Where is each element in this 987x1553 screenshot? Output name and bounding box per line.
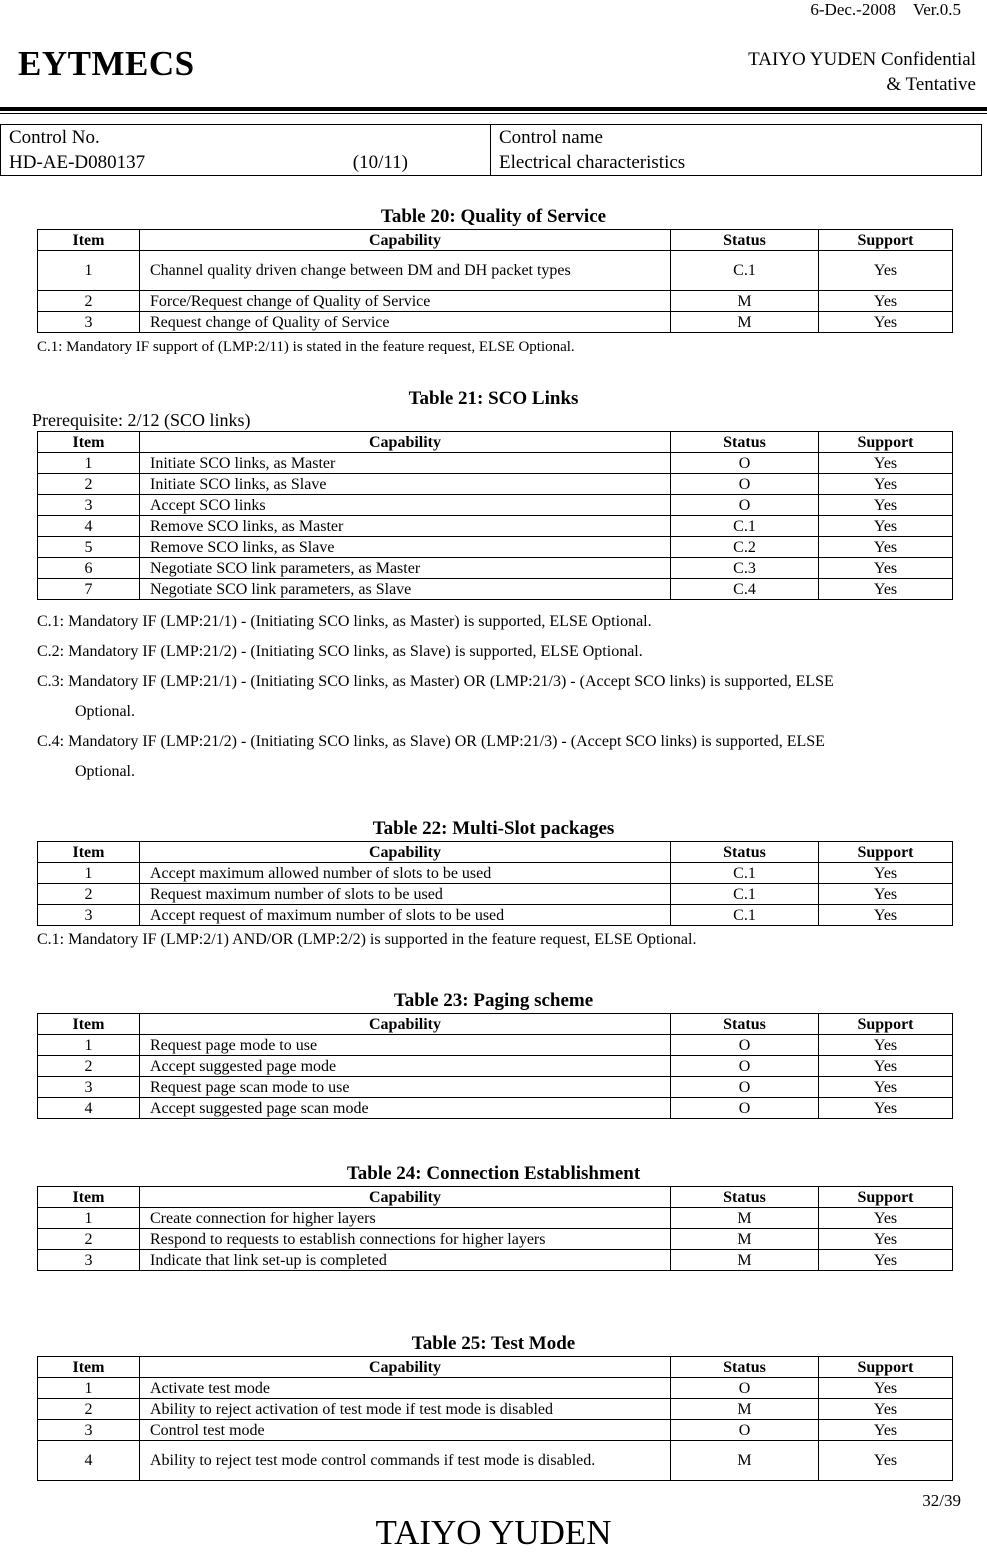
cell-status: O: [671, 1378, 819, 1399]
cell-support: Yes: [819, 516, 953, 537]
table21-note-c3-continuation: Optional.: [75, 703, 135, 720]
table25: [37, 1356, 953, 1481]
table-row: [38, 453, 953, 474]
table-row: [38, 1098, 953, 1119]
document-version: Ver.0.5: [912, 0, 961, 19]
footer-company: TAIYO YUDEN: [375, 1513, 612, 1552]
cell-support: Yes: [819, 1035, 953, 1056]
cell-status: C.4: [671, 579, 819, 600]
cell-item: 2: [38, 1229, 140, 1250]
table-row: [38, 1420, 953, 1441]
cell-support: Yes: [819, 474, 953, 495]
cell-support: Yes: [819, 291, 953, 312]
table-header-row: [38, 1014, 953, 1035]
confidential-line-1: TAIYO YUDEN Confidential: [748, 49, 976, 70]
col-header-status: Status: [671, 1014, 819, 1035]
cell-support: Yes: [819, 1208, 953, 1229]
cell-status: M: [671, 291, 819, 312]
cell-support: Yes: [819, 579, 953, 600]
col-header-item: Item: [38, 230, 140, 251]
cell-capability: Initiate SCO links, as Master: [140, 453, 671, 474]
cell-status: M: [671, 1399, 819, 1420]
cell-status: O: [671, 453, 819, 474]
document-date-version: [810, 0, 961, 20]
cell-capability: Activate test mode: [140, 1378, 671, 1399]
col-header-capability: Capability: [140, 432, 671, 453]
cell-support: Yes: [819, 251, 953, 291]
control-number-value: HD-AE-D080137: [9, 152, 146, 173]
control-number-label: Control No.: [9, 127, 100, 148]
cell-item: 1: [38, 1378, 140, 1399]
table21-caption: Table 21: SCO Links: [408, 388, 579, 409]
cell-item: 3: [38, 1250, 140, 1271]
cell-item: 1: [38, 251, 140, 291]
cell-item: 7: [38, 579, 140, 600]
cell-item: 1: [38, 1208, 140, 1229]
header-rule-thick: [0, 107, 987, 111]
cell-capability: Channel quality driven change between DM and DH packet types: [140, 251, 671, 291]
table21-note-c1: C.1: Mandatory IF (LMP:21/1) - (Initiating SCO links, as Master) is supported, ELSE Optional.: [37, 613, 652, 630]
table21-prerequisite: Prerequisite: 2/12 (SCO links): [32, 410, 251, 430]
col-header-capability: Capability: [140, 1187, 671, 1208]
document-date: 6-Dec.-2008: [810, 0, 896, 19]
cell-capability: Respond to requests to establish connections for higher layers: [140, 1229, 671, 1250]
col-header-status: Status: [671, 1187, 819, 1208]
cell-item: 3: [38, 495, 140, 516]
cell-capability: Remove SCO links, as Master: [140, 516, 671, 537]
cell-capability: Accept SCO links: [140, 495, 671, 516]
col-header-capability: Capability: [140, 1357, 671, 1378]
table25-caption: Table 25: Test Mode: [411, 1333, 576, 1354]
cell-item: 5: [38, 537, 140, 558]
cell-status: C.1: [671, 863, 819, 884]
cell-capability: Indicate that link set-up is completed: [140, 1250, 671, 1271]
table-row: [38, 884, 953, 905]
control-name-label: Control name: [499, 127, 603, 148]
table-row: [38, 1035, 953, 1056]
col-header-item: Item: [38, 1357, 140, 1378]
table21-note-c2: C.2: Mandatory IF (LMP:21/2) - (Initiating SCO links, as Slave) is supported, ELSE Optional.: [37, 643, 643, 660]
col-header-capability: Capability: [140, 842, 671, 863]
table-row: [38, 863, 953, 884]
control-number-value-row: [9, 150, 482, 175]
table-header-row: [38, 230, 953, 251]
cell-status: C.3: [671, 558, 819, 579]
col-header-item: Item: [38, 432, 140, 453]
table23-caption: Table 23: Paging scheme: [393, 990, 594, 1011]
cell-capability: Create connection for higher layers: [140, 1208, 671, 1229]
cell-support: Yes: [819, 1077, 953, 1098]
cell-support: Yes: [819, 905, 953, 926]
cell-capability: Request page mode to use: [140, 1035, 671, 1056]
table21-note-c4: C.4: Mandatory IF (LMP:21/2) - (Initiating SCO links, as Slave) OR (LMP:21/3) - (Accept SCO links) is supported, ELSE: [37, 733, 825, 750]
control-page-ref: (10/11): [352, 152, 408, 173]
confidential-notice: [748, 47, 976, 97]
table-row: [38, 1250, 953, 1271]
cell-item: 2: [38, 1056, 140, 1077]
cell-capability: Remove SCO links, as Slave: [140, 537, 671, 558]
col-header-status: Status: [671, 842, 819, 863]
cell-status: O: [671, 1035, 819, 1056]
table-header-row: [38, 432, 953, 453]
table22: [37, 841, 953, 926]
cell-support: Yes: [819, 537, 953, 558]
control-name-value: Electrical characteristics: [499, 152, 686, 173]
table20-note: C.1: Mandatory IF support of (LMP:2/11) is stated in the feature request, ELSE Optional.: [37, 339, 575, 355]
cell-capability: Negotiate SCO link parameters, as Master: [140, 558, 671, 579]
cell-status: C.2: [671, 537, 819, 558]
table21: [37, 431, 953, 600]
page-number: 32/39: [922, 1491, 961, 1510]
cell-status: M: [671, 312, 819, 333]
table23: [37, 1013, 953, 1119]
col-header-status: Status: [671, 230, 819, 251]
cell-capability: Ability to reject activation of test mode if test mode is disabled: [140, 1399, 671, 1420]
table21-note-c3: C.3: Mandatory IF (LMP:21/1) - (Initiating SCO links, as Master) OR (LMP:21/3) - (Accept SCO links) is supported, ELSE: [37, 673, 834, 690]
col-header-item: Item: [38, 1014, 140, 1035]
table-row: [38, 1077, 953, 1098]
table21-notes: [37, 607, 987, 787]
table24-caption: Table 24: Connection Establishment: [346, 1163, 641, 1184]
cell-status: M: [671, 1229, 819, 1250]
cell-support: Yes: [819, 1056, 953, 1077]
table-header-row: [38, 1357, 953, 1378]
table20-caption: Table 20: Quality of Service: [380, 206, 607, 227]
cell-support: Yes: [819, 1399, 953, 1420]
table-header-row: [38, 842, 953, 863]
cell-item: 1: [38, 863, 140, 884]
cell-status: O: [671, 1420, 819, 1441]
cell-item: 4: [38, 1098, 140, 1119]
cell-support: Yes: [819, 884, 953, 905]
col-header-capability: Capability: [140, 1014, 671, 1035]
cell-status: O: [671, 495, 819, 516]
cell-support: Yes: [819, 453, 953, 474]
cell-capability: Control test mode: [140, 1420, 671, 1441]
table-row: [38, 495, 953, 516]
cell-item: 6: [38, 558, 140, 579]
cell-item: 4: [38, 516, 140, 537]
cell-item: 2: [38, 291, 140, 312]
cell-capability: Request change of Quality of Service: [140, 312, 671, 333]
cell-support: Yes: [819, 1229, 953, 1250]
cell-status: M: [671, 1441, 819, 1481]
cell-support: Yes: [819, 863, 953, 884]
cell-item: 3: [38, 1420, 140, 1441]
cell-item: 2: [38, 1399, 140, 1420]
cell-status: C.1: [671, 884, 819, 905]
cell-status: M: [671, 1250, 819, 1271]
cell-item: 3: [38, 1077, 140, 1098]
cell-status: M: [671, 1208, 819, 1229]
table-row: [38, 1056, 953, 1077]
table20: [37, 229, 953, 333]
cell-status: O: [671, 1098, 819, 1119]
control-info-table: [0, 124, 982, 176]
cell-capability: Accept suggested page scan mode: [140, 1098, 671, 1119]
cell-item: 4: [38, 1441, 140, 1481]
col-header-support: Support: [819, 432, 953, 453]
col-header-support: Support: [819, 230, 953, 251]
cell-item: 3: [38, 312, 140, 333]
cell-status: O: [671, 1056, 819, 1077]
table-row: [38, 579, 953, 600]
cell-item: 1: [38, 1035, 140, 1056]
cell-capability: Force/Request change of Quality of Service: [140, 291, 671, 312]
table-row: [38, 537, 953, 558]
cell-status: C.1: [671, 251, 819, 291]
cell-support: Yes: [819, 1378, 953, 1399]
col-header-support: Support: [819, 1357, 953, 1378]
table-row: [38, 291, 953, 312]
cell-capability: Request page scan mode to use: [140, 1077, 671, 1098]
cell-support: Yes: [819, 558, 953, 579]
cell-capability: Accept request of maximum number of slots to be used: [140, 905, 671, 926]
cell-support: Yes: [819, 312, 953, 333]
cell-item: 3: [38, 905, 140, 926]
cell-capability: Initiate SCO links, as Slave: [140, 474, 671, 495]
col-header-support: Support: [819, 842, 953, 863]
col-header-status: Status: [671, 1357, 819, 1378]
col-header-support: Support: [819, 1187, 953, 1208]
confidential-line-2: & Tentative: [886, 74, 976, 95]
table-row: [38, 1441, 953, 1481]
cell-status: C.1: [671, 516, 819, 537]
table-header-row: [38, 1187, 953, 1208]
table21-note-c4-continuation: Optional.: [75, 763, 135, 780]
col-header-status: Status: [671, 432, 819, 453]
cell-support: Yes: [819, 1441, 953, 1481]
table-row: [38, 558, 953, 579]
header-rule-thin: [0, 113, 987, 114]
table-row: [38, 1208, 953, 1229]
table-row: [38, 1229, 953, 1250]
cell-capability: Accept maximum allowed number of slots to be used: [140, 863, 671, 884]
cell-support: Yes: [819, 1420, 953, 1441]
cell-status: C.1: [671, 905, 819, 926]
table-row: [38, 1378, 953, 1399]
table22-caption: Table 22: Multi-Slot packages: [372, 818, 615, 839]
cell-capability: Negotiate SCO link parameters, as Slave: [140, 579, 671, 600]
cell-status: O: [671, 1077, 819, 1098]
cell-support: Yes: [819, 1098, 953, 1119]
table-row: [38, 905, 953, 926]
cell-item: 2: [38, 474, 140, 495]
table-row: [38, 516, 953, 537]
cell-status: O: [671, 474, 819, 495]
cell-capability: Ability to reject test mode control commands if test mode is disabled.: [140, 1441, 671, 1481]
cell-support: Yes: [819, 1250, 953, 1271]
table22-note: C.1: Mandatory IF (LMP:2/1) AND/OR (LMP:2/2) is supported in the feature request, ELSE Optional.: [37, 931, 697, 948]
cell-capability: Request maximum number of slots to be used: [140, 884, 671, 905]
cell-support: Yes: [819, 495, 953, 516]
cell-item: 1: [38, 453, 140, 474]
table-row: [38, 251, 953, 291]
cell-capability: Accept suggested page mode: [140, 1056, 671, 1077]
control-name-cell: [491, 125, 982, 176]
table-row: [38, 312, 953, 333]
table24: [37, 1186, 953, 1271]
table-row: [38, 1399, 953, 1420]
control-number-cell: [1, 125, 491, 176]
col-header-item: Item: [38, 842, 140, 863]
table-row: [38, 474, 953, 495]
cell-item: 2: [38, 884, 140, 905]
brand-logo-text: EYTMECS: [18, 44, 195, 83]
col-header-support: Support: [819, 1014, 953, 1035]
col-header-capability: Capability: [140, 230, 671, 251]
col-header-item: Item: [38, 1187, 140, 1208]
